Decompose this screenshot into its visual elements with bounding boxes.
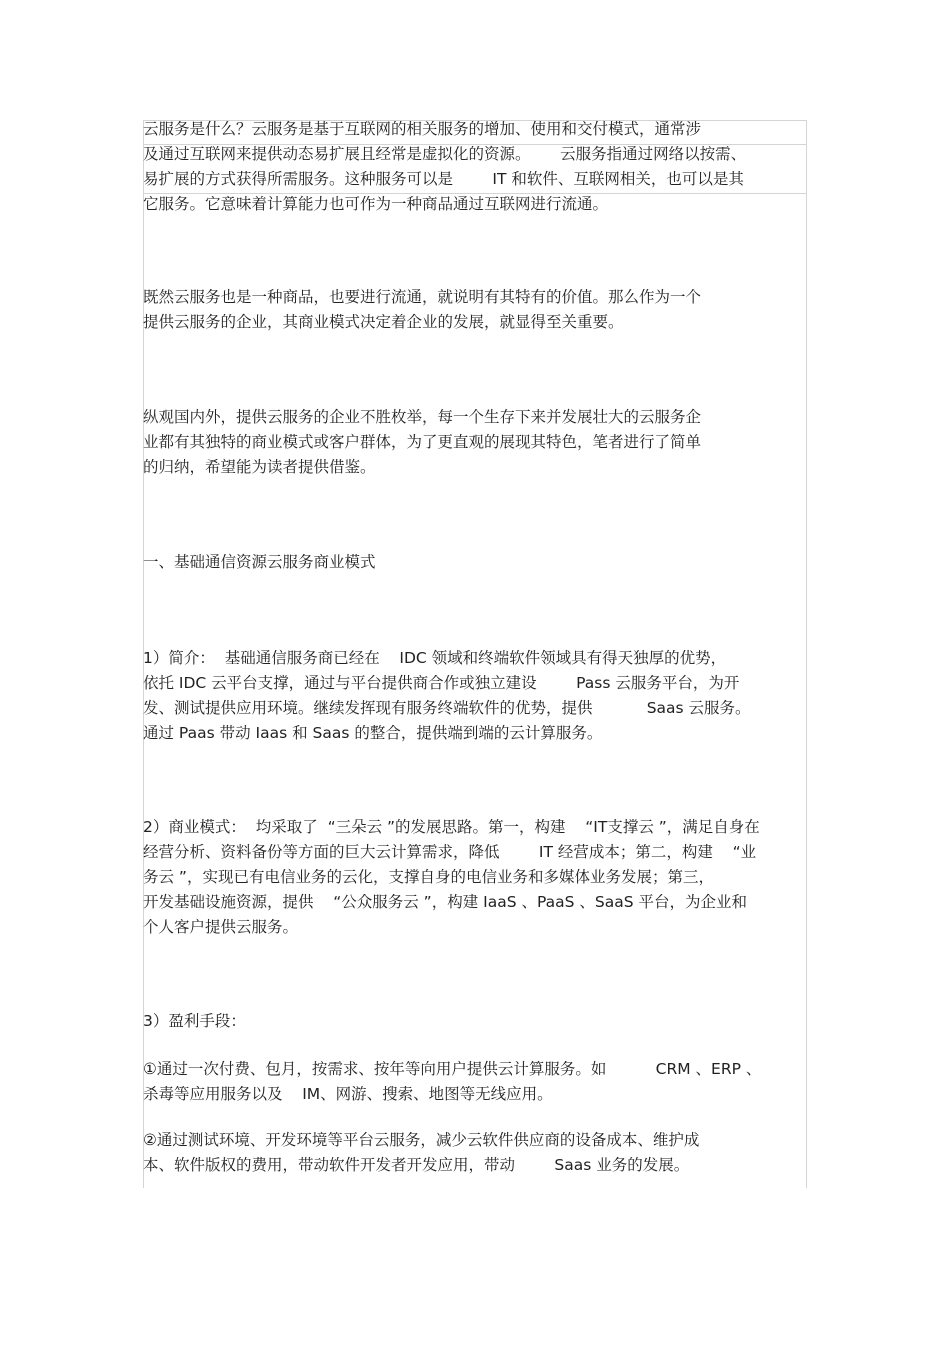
paragraph-business-model	[143, 815, 811, 940]
text-line: 依托 IDC 云平台支撑，通过与平台提供商合作或独立建设 Pass 云服务平台，为开	[143, 674, 740, 692]
text-line: 既然云服务也是一种商品，也要进行流通，就说明有其特有的价值。那么作为一个	[143, 288, 702, 306]
text-line: 务云 ”，实现已有电信业务的云化，支撑自身的电信业务和多媒体业务发展；第三，	[143, 868, 714, 886]
paragraph-profit-2	[143, 1128, 811, 1178]
text-line: 提供云服务的企业，其商业模式决定着企业的发展，就显得至关重要。	[143, 313, 624, 331]
text-line: 纵观国内外，提供云服务的企业不胜枚举，每一个生存下来并发展壮大的云服务企	[143, 408, 702, 426]
text-line: 本、软件版权的费用，带动软件开发者开发应用，带动 Saas 业务的发展。	[143, 1156, 690, 1174]
text-line: 3）盈利手段：	[143, 1012, 246, 1030]
paragraph-profit-heading	[143, 1009, 811, 1034]
text-line: 它服务。它意味着计算能力也可作为一种商品通过互联网进行流通。	[143, 195, 609, 213]
text-line: 经营分析、资料备份等方面的巨大云计算需求，降低 IT 经营成本；第二，构建 “业	[143, 843, 757, 861]
text-line: 通过 Paas 带动 Iaas 和 Saas 的整合，提供端到端的云计算服务。	[143, 724, 603, 742]
text-line: ①通过一次付费、包月，按需求、按年等向用户提供云计算服务。如 CRM 、ERP 、	[143, 1060, 762, 1078]
text-line: 1）简介： 基础通信服务商已经在 IDC 领域和终端软件领域具有得天独厚的优势，	[143, 649, 727, 667]
text-line: 开发基础设施资源，提供 “公众服务云 ”，构建 IaaS 、PaaS 、SaaS 平台，为企业和	[143, 893, 747, 911]
section-heading	[143, 550, 811, 575]
paragraph-overview	[143, 405, 811, 480]
text-line: 发、测试提供应用环境。继续发挥现有服务终端软件的优势，提供 Saas 云服务。	[143, 699, 751, 717]
paragraph-profit-1	[143, 1057, 811, 1107]
paragraph-cloud-commodity	[143, 285, 811, 335]
section-heading-text: 一、基础通信资源云服务商业模式	[143, 553, 376, 571]
text-line: 杀毒等应用服务以及 IM、网游、搜索、地图等无线应用。	[143, 1085, 553, 1103]
text-line: 业都有其独特的商业模式或客户群体，为了更直观的展现其特色，笔者进行了简单	[143, 433, 702, 451]
text-line: 的归纳，希望能为读者提供借鉴。	[143, 458, 376, 476]
paragraph-item-intro	[143, 646, 811, 746]
text-line: 及通过互联网来提供动态易扩展且经常是虚拟化的资源。 云服务指通过网络以按需、	[143, 145, 747, 163]
paragraph-cloud-definition	[143, 117, 811, 217]
text-line: 2）商业模式： 均采取了 “三朵云 ”的发展思路。第一，构建 “IT支撑云 ”，满足自身在	[143, 818, 760, 836]
text-line: 个人客户提供云服务。	[143, 918, 299, 936]
text-line: 云服务是什么？云服务是基于互联网的相关服务的增加、使用和交付模式，通常涉	[143, 120, 702, 138]
text-line: 易扩展的方式获得所需服务。这种服务可以是 IT 和软件、互联网相关，也可以是其	[143, 170, 744, 188]
text-line: ②通过测试环境、开发环境等平台云服务，减少云软件供应商的设备成本、维护成	[143, 1131, 700, 1149]
